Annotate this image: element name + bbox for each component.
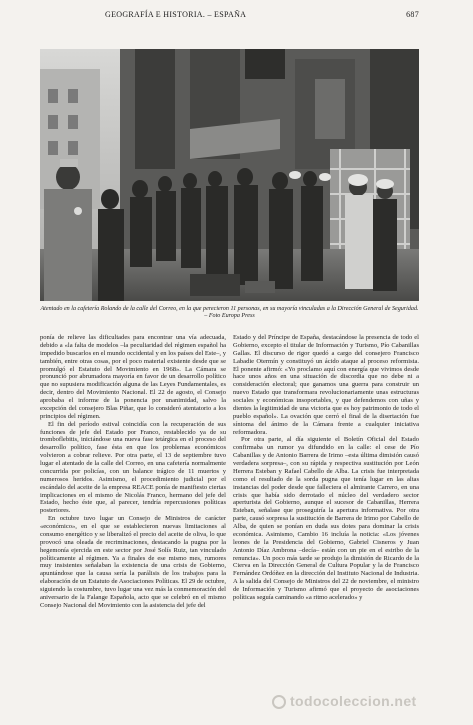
- caption-text: Atentado en la cafetería Rolando de la calle del Correo, en la que perecieron 11 personas, en su mayoría vinculadas a la Dirección General de Seguridad.: [40, 306, 419, 312]
- street-scene-photo: [40, 49, 419, 301]
- page-number: 687: [406, 10, 419, 19]
- photo-credit: – Foto Europa Press: [204, 313, 255, 320]
- paragraph: El fin del período estival coincidía con la recuperación de sus funciones de jefe del Estado por Franco, restablecido ya de su tromboflebitis, iniciándose una nueva fase tetárgica en el proceso del desarrollo político, fase ésta en que los problemas económicos volvieron a cobrar relieve. Por otra parte, el 13 de septiembre tuvo lugar el atentado de la calle del Correo, en una cafetería normalmente concurrida por policías, con un balance trágico de 11 muertos y numerosos heridos. Asimismo, el procedimiento judicial por el escándalo del aceite de la empresa REACE ponía de manifiesto ciertas implicaciones en el mismo de Nicolás Franco, hermano del jefe del Estado, hecho éste que, al parecer, tendría repercusiones políticas posteriores.: [40, 420, 226, 515]
- left-column: [40, 334, 226, 686]
- right-column: [233, 334, 419, 686]
- watermark-logo-icon: [272, 695, 286, 709]
- paragraph: En octubre tuvo lugar un Consejo de Ministros de carácter «económico», en el que se establecieron nuevas limitaciones al consumo energético y se liberalizó el precio del aceite de oliva, lo que provocó una oleada de recriminaciones, destacando la pugna por la hegemonía ejercida en este sector por José Solís Ruiz, tan vinculado políticamente al régimen. Ya a finales de ese mismo mes, rumores muy insistentes señalaban la existencia de una crisis de Gobierno, apuntándose que la causa sería la parálisis de los trabajos para la elaboración de un Estatuto de Asociaciones Políticas. El 29 de octubre, siguiendo la costumbre, tuvo lugar una vez más la conmemoración del aniversario de la Falange Española, acto que se celebró en el mismo Consejo Nacional del Movimiento con la asistencia del jefe del: [40, 515, 226, 609]
- watermark: [272, 693, 442, 715]
- running-title: GEOGRAFÍA E HISTORIA. – ESPAÑA: [105, 10, 247, 19]
- paragraph: Estado y del Príncipe de España, destacándose la presencia de todo el Gobierno, excepto el titular de Información y Turismo, Pío Cabanillas Gallas. El discurso de rigor quedó a cargo del consejero Francisco Labadie Otermín y constituyó un ácido ataque al proceso reformista. El ponente afirmó: «Yo proclamo aquí con energía que vivimos desde hace unos años en una situación de discordia que no debe ni a consideración electoral; que ganamos una guerra para construir un nuevo Estado que transformara revolucionariamente unas estructuras sociales y económicas insoportables, y que defendemos con uñas y dientes la legitimidad de una victoria que es hoy patrimonio de todo el pueblo español». La ovación que cerró el final de la disertación fue síntoma del ánimo de la Cámara frente a cualquier iniciativa reformadora.: [233, 334, 419, 436]
- paragraph: Por otra parte, al día siguiente el Boletín Oficial del Estado confirmaba un rumor ya difundido en la calle: el cese de Pío Cabanillas y de Antonio Barrera de Irimo –esta última dimisión causó verdadera sorpresa–, con su rápida y respectiva sustitución por León Herrera Esteban y Rafael Cabello de Alba. La crisis fue interpretada como el resultado de la sorda pugna que tenía lugar en las altas instancias del poder desde que falleciera el almirante Carrero, en una crisis que había sido derrotado el núcleo del verdadero sector aperturista del Gobierno, aunque el sucesor de Cabanillas, Herrera Esteban, señalase que proseguiría la apertura informativa. Por otra parte, causó sorpresa la sustitución de Barrera de Irimo por Cabello de Alba, de quien se ponían en duda sus dotes para dominar la crisis económica. Asimismo, Cambio 16 incluía la noticia: «Los jóvenes leones de la Presidencia del Gobierno, Gabriel Cisneros y Juan Antonio Díaz Ambrona –decía– están con un pie en el estribo de la renuncia». Un poco más tarde se produjo la dimisión de Ricardo de la Cierva en la Dirección General de Cultura Popular y la de Francisco Fernández Ordóñez en la dirección del Instituto Nacional de Industria. A la salida del Consejo de Ministros del 22 de noviembre, el ministro de Información y Turismo afirmó que el proyecto de asociaciones políticas seguía caminando «a ritmo acelerado» y: [233, 436, 419, 601]
- article-body: [40, 334, 419, 686]
- news-photo: [40, 49, 419, 301]
- watermark-text: todocoleccion.net: [290, 693, 417, 709]
- running-header: [40, 10, 419, 24]
- photo-caption: [40, 306, 419, 321]
- paragraph: ponía de relieve las dificultades para encontrar una vía adecuada, debido a «la falta de modelos –la peculiaridad del régimen español ha impedido buscarlos en el mundo occidental y en los países del Este–, y también, entre otras cosas, por el poco material existente desde que se promulgó el Estatuto del Movimiento en 1968». La Cámara se pronunció por abrumadora mayoría en favor de un desarrollo político que no supusiera modificación alguna de las Leyes Fundamentales, es decir, dentro del Movimiento Nacional. El 22 de agosto, el Consejo aprobaba el informe de la ponencia por unanimidad, salvo la excepción del consejero Blas Piñar, que lo consideró atentatorio a los principios del régimen.: [40, 334, 226, 420]
